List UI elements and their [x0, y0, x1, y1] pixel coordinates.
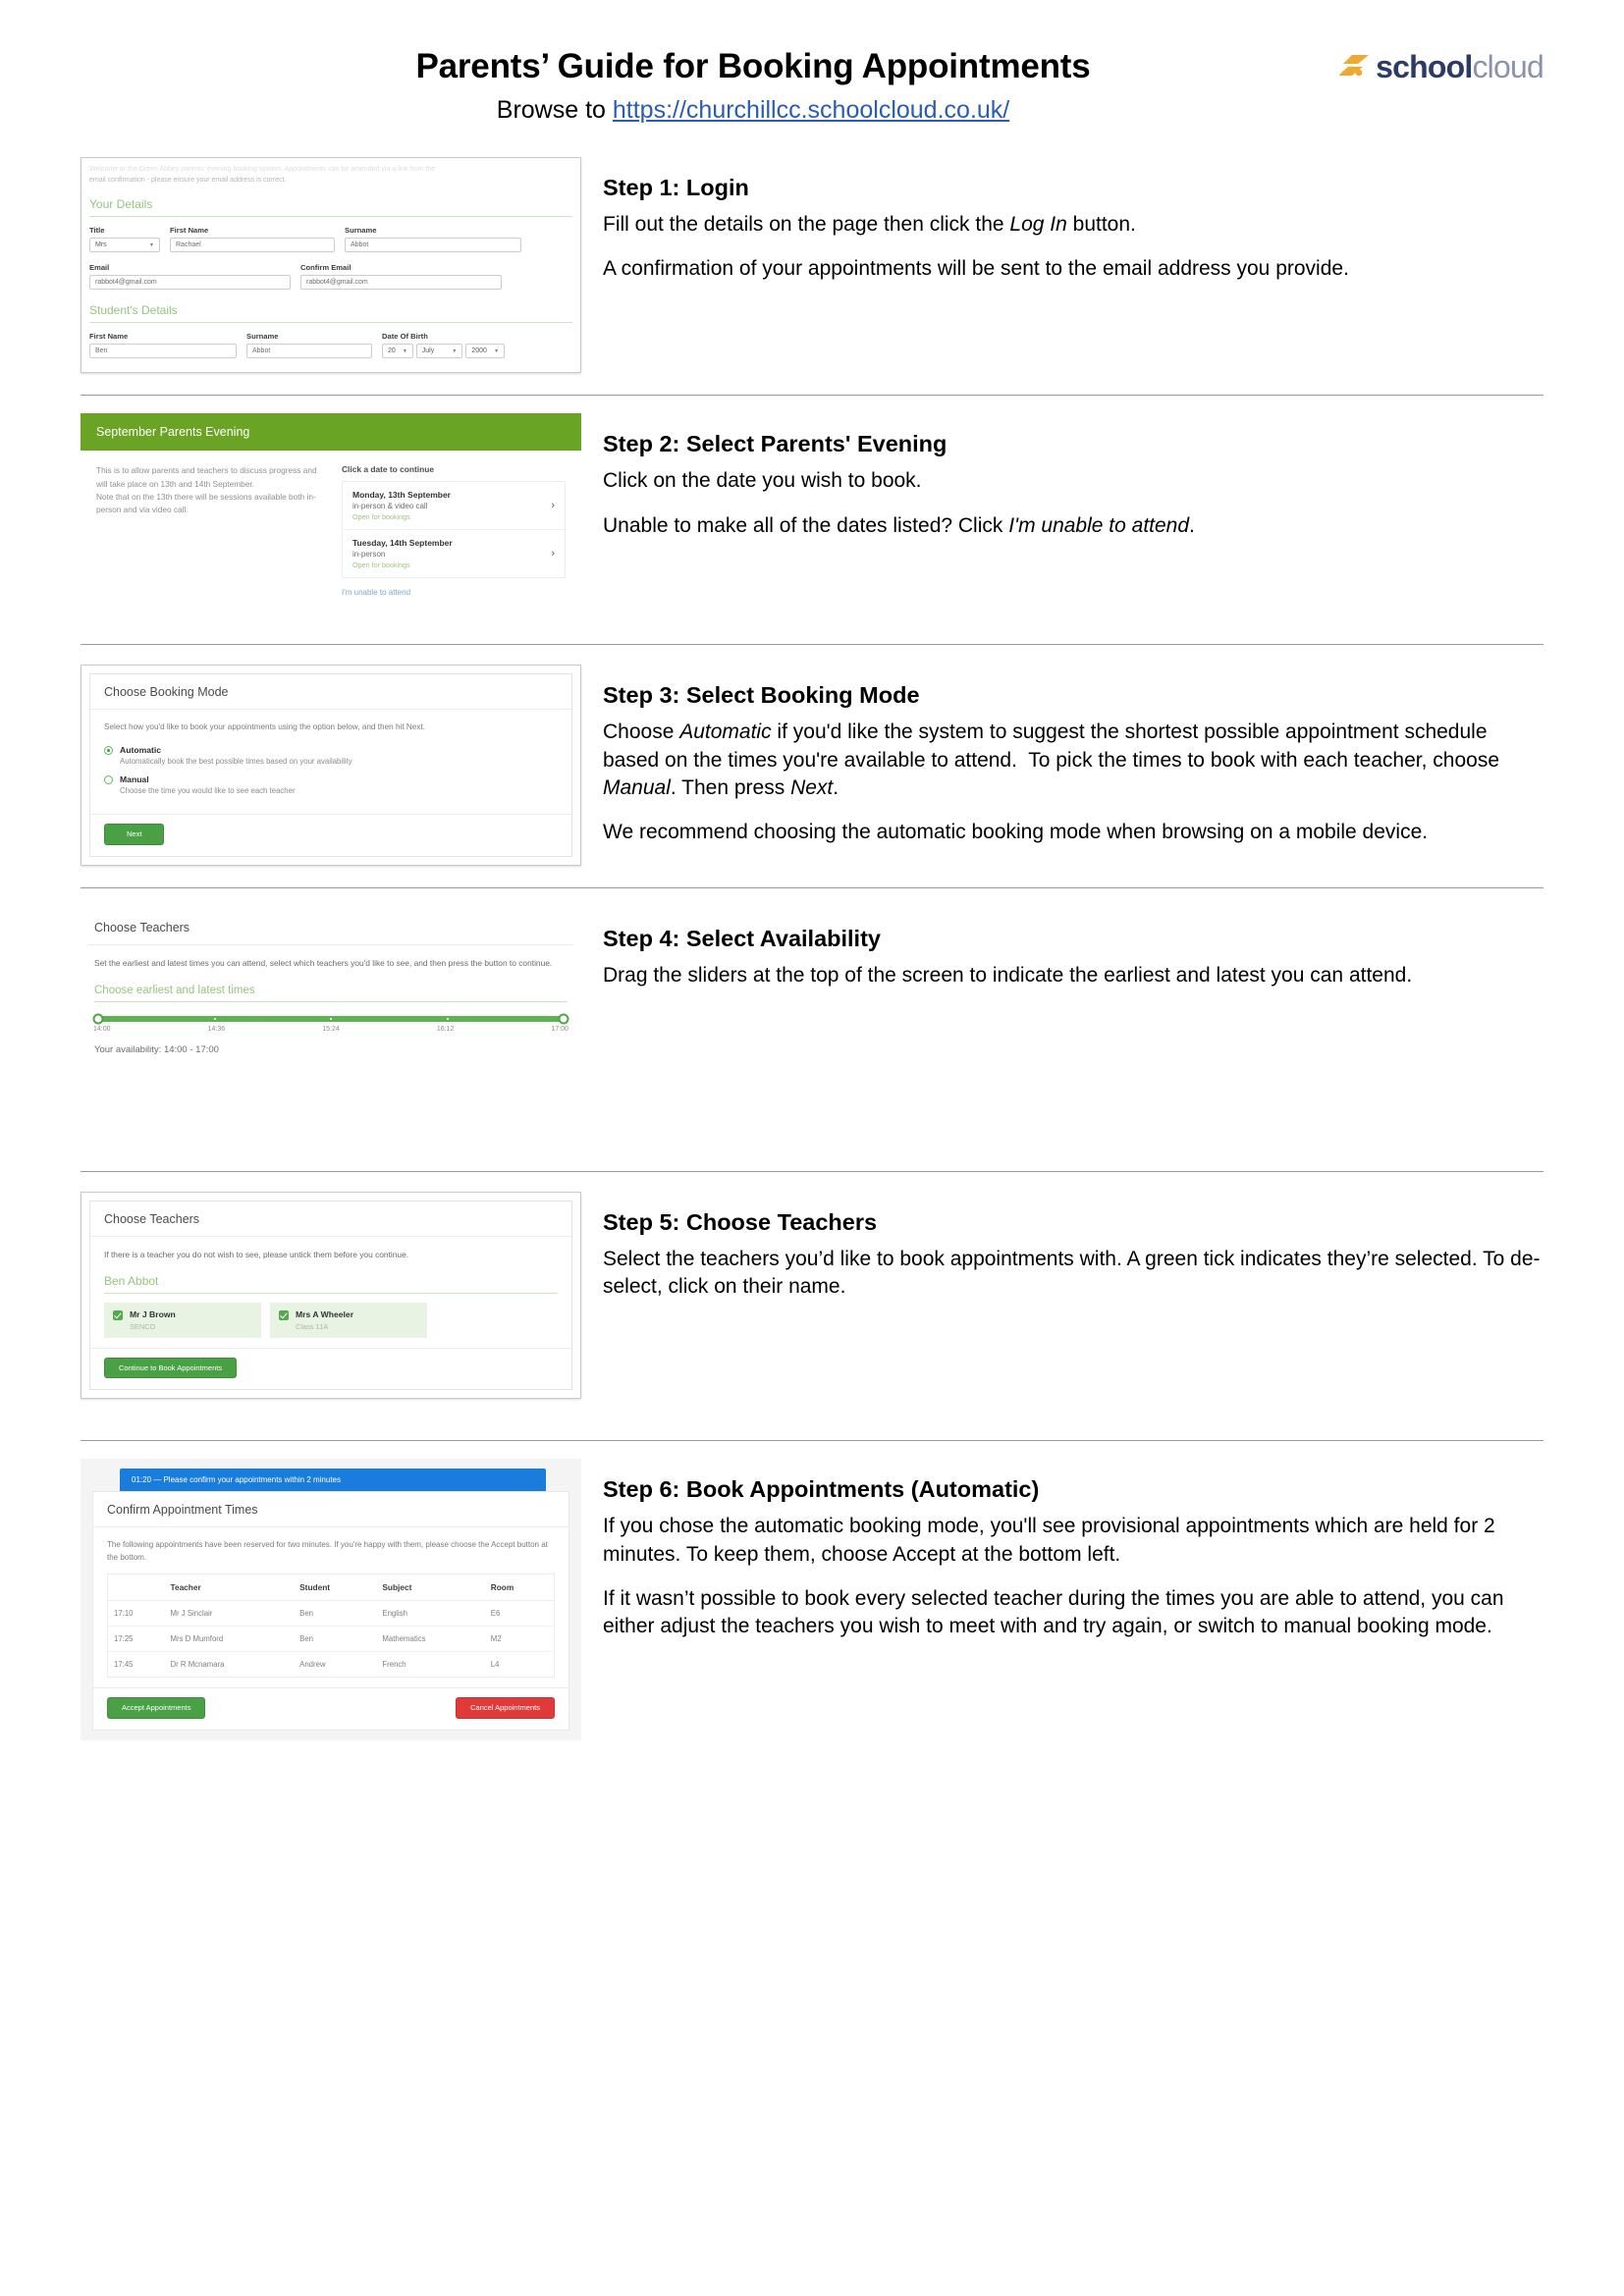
first-name-field-group — [170, 226, 335, 252]
cell-teacher: Dr R Mcnamara — [170, 1660, 225, 1670]
student-first-name-label: First Name — [89, 332, 129, 342]
first-name-input[interactable]: Rachael — [170, 238, 335, 252]
teacher-card[interactable] — [270, 1303, 427, 1338]
chevron-right-icon: › — [551, 548, 555, 561]
logo-wordmark — [1376, 51, 1543, 82]
logo-word-cloud: cloud — [1472, 49, 1543, 84]
date-label: Monday, 13th September — [352, 490, 451, 501]
step-3-screenshot — [81, 665, 591, 865]
teacher-name: Mr J Brown — [130, 1308, 176, 1319]
step-row-2 — [81, 396, 1543, 613]
steps-container — [0, 157, 1624, 1740]
unable-to-attend-link[interactable]: I'm unable to attend — [342, 588, 411, 598]
cell-room: E6 — [485, 1601, 555, 1627]
date-mode: in-person — [352, 550, 386, 560]
logo-word-school: school — [1376, 49, 1473, 84]
step-row-5 — [81, 1172, 1543, 1400]
col-header-subject: Subject — [376, 1575, 484, 1601]
chevron-right-icon: › — [551, 500, 555, 512]
your-details-row-1 — [89, 226, 572, 252]
choose-teachers-card — [89, 1201, 572, 1391]
step-3-para-1: Choose Automatic if you'd like the system to suggest the shortest possible appointment schedule based on the times you're available to attend. To pick the times to book with each teacher, choose Manual. Then press Next. — [603, 721, 1500, 799]
parents-evening-screen-mock — [81, 413, 581, 613]
confirm-appointments-card — [92, 1491, 569, 1730]
option-automatic-text — [120, 745, 352, 766]
evening-description: This is to allow parents and teachers to discuss progress and will take place on 13th and 14th September. Note that on the 13th there will be sessions available both in-person and via video call. — [96, 465, 317, 515]
date-option-monday[interactable] — [343, 482, 565, 530]
appointments-table-body — [108, 1601, 555, 1678]
step-2-para-1: Click on the date you wish to book. — [603, 469, 922, 493]
confirm-appointments-intro: The following appointments have been reserved for two minutes. If you're happy with them, please choose the Accept button at the bottom. — [107, 1540, 548, 1562]
evening-body — [81, 451, 581, 613]
step-4-para-1: Drag the sliders at the top of the screen to indicate the earliest and latest you can attend. — [603, 963, 1413, 987]
evening-date-list — [342, 464, 566, 597]
student-surname-label: Surname — [246, 332, 279, 342]
cancel-appointments-button[interactable]: Cancel Appointments — [456, 1697, 555, 1719]
cell-subject: French — [382, 1660, 406, 1670]
cell-student: Ben — [294, 1627, 376, 1652]
welcome-line-1: Welcome to the Green Abbey parents' evening booking system. Appointments can be amended via a link from the — [89, 166, 436, 173]
col-header-teacher: Teacher — [165, 1575, 295, 1601]
slider-tick-labels — [92, 1026, 569, 1033]
cell-student: Andrew — [299, 1660, 326, 1670]
booking-mode-option-manual[interactable] — [104, 774, 558, 795]
students-details-row — [89, 332, 572, 358]
booking-mode-intro: Select how you'd like to book your appointments using the option below, and then hit Next. — [104, 722, 425, 732]
teacher-card[interactable] — [104, 1303, 261, 1338]
confirm-appointments-footer — [93, 1687, 568, 1730]
step-4-text — [591, 908, 1543, 989]
confirm-appointments-header: Confirm Appointment Times — [93, 1492, 568, 1527]
accept-appointments-button[interactable]: Accept Appointments — [107, 1697, 205, 1719]
checkbox-checked-icon[interactable] — [113, 1310, 123, 1320]
appointments-table-head — [108, 1575, 555, 1601]
radio-manual-icon[interactable] — [104, 775, 113, 784]
table-row — [108, 1627, 555, 1652]
slider-tick-label: 17:00 — [551, 1025, 568, 1033]
date-card — [342, 481, 566, 578]
date-option-tuesday-text — [352, 538, 453, 569]
date-option-tuesday[interactable] — [343, 530, 565, 577]
dob-label: Date Of Birth — [382, 332, 428, 342]
step-1-para-2: A confirmation of your appointments will be sent to the email address you provide. — [603, 257, 1349, 281]
browse-label: Browse to — [496, 96, 613, 124]
availability-header: Choose Teachers — [88, 910, 573, 945]
welcome-text — [89, 164, 572, 186]
lightning-bolt-icon — [1339, 50, 1373, 83]
booking-mode-footer — [90, 814, 571, 856]
availability-slider[interactable] — [88, 1002, 573, 1033]
date-label: Tuesday, 14th September — [352, 538, 453, 549]
booking-mode-body — [90, 710, 571, 814]
col-header-room: Room — [485, 1575, 555, 1601]
confirm-email-input[interactable]: rabbot4@gmail.com — [300, 275, 502, 290]
dob-day-value: 20 — [388, 347, 396, 355]
first-name-label: First Name — [170, 226, 209, 236]
step-5-para-1: Select the teachers you’d like to book appointments with. A green tick indicates they’re selected. To de-select, click on their name. — [603, 1247, 1541, 1298]
continue-to-book-button[interactable]: Continue to Book Appointments — [104, 1358, 237, 1379]
teacher-card-grid — [104, 1303, 558, 1338]
step-1-screenshot — [81, 157, 591, 373]
choose-teachers-body — [90, 1237, 571, 1348]
your-details-heading: Your Details — [89, 197, 572, 217]
welcome-line-2: email confirmation - please ensure your email address is correct. — [89, 177, 287, 185]
date-list-title: Click a date to continue — [342, 464, 435, 475]
option-manual-desc: Choose the time you would like to see each teacher — [120, 786, 296, 796]
dob-day-select[interactable] — [382, 344, 413, 358]
cell-teacher: Mrs D Mumford — [165, 1627, 295, 1652]
dob-year-value: 2000 — [471, 347, 487, 355]
cell-room: M2 — [485, 1627, 555, 1652]
col-header-time — [108, 1575, 165, 1601]
student-first-name-input[interactable]: Ben — [89, 344, 237, 358]
page-title: Parents’ Guide for Booking Appointments — [415, 47, 1091, 85]
teacher-role: Class 11A — [296, 1321, 329, 1331]
chevron-down-icon: ▼ — [452, 347, 458, 354]
title-field-group — [89, 226, 160, 252]
cell-room: L4 — [490, 1660, 500, 1670]
step-5-text — [591, 1192, 1543, 1301]
teacher-role: SENCO — [130, 1321, 156, 1331]
option-automatic-desc: Automatically book the best possible times based on your availability — [120, 757, 352, 767]
teacher-name: Mrs A Wheeler — [296, 1308, 354, 1319]
table-row — [108, 1601, 555, 1627]
slider-tick-dot — [330, 1018, 332, 1020]
countdown-timer-bar: 01:20 — Please confirm your appointments within 2 minutes — [120, 1468, 546, 1491]
date-option-monday-text — [352, 490, 451, 521]
step-5-screenshot — [81, 1192, 591, 1400]
students-details-heading: Student's Details — [89, 303, 572, 323]
dob-group — [382, 332, 505, 358]
table-header-row — [108, 1575, 555, 1601]
radio-automatic-icon[interactable] — [104, 746, 113, 755]
confirm-appointments-screen-mock — [81, 1459, 581, 1739]
step-6-screenshot — [81, 1459, 591, 1739]
booking-mode-card — [89, 673, 572, 856]
surname-label: Surname — [345, 226, 377, 236]
date-status: Open for bookings — [352, 561, 410, 570]
step-4-title: Step 4: Select Availability — [603, 925, 881, 951]
slider-tick-label: 16:12 — [436, 1025, 455, 1033]
cell-student: Ben — [294, 1601, 376, 1627]
booking-mode-option-automatic[interactable] — [104, 745, 558, 766]
step-4-screenshot — [81, 908, 591, 1067]
chevron-down-icon: ▼ — [149, 241, 154, 248]
availability-summary: Your availability: 14:00 - 17:00 — [94, 1043, 219, 1055]
step-row-4 — [81, 888, 1543, 1124]
step-1-text — [591, 157, 1543, 283]
confirm-appointments-body — [93, 1527, 568, 1687]
cell-subject: Mathematics — [376, 1627, 484, 1652]
login-screen-mock — [81, 157, 581, 373]
title-select[interactable] — [89, 238, 160, 252]
chevron-down-icon: ▼ — [402, 347, 407, 354]
cell-time: 17:25 — [108, 1627, 165, 1652]
step-3-para-2: We recommend choosing the automatic booking mode when browsing on a mobile device. — [603, 820, 1429, 843]
browse-line — [0, 96, 1624, 125]
col-header-student: Student — [294, 1575, 376, 1601]
slider-track[interactable] — [98, 1016, 564, 1022]
step-2-para-2: Unable to make all of the dates listed? Click I'm unable to attend. — [603, 513, 1195, 537]
booking-mode-screen-mock — [81, 665, 581, 865]
slider-tick-dot — [214, 1018, 216, 1020]
option-automatic-label: Automatic — [120, 745, 162, 756]
dob-selects — [382, 344, 505, 358]
confirm-email-field-group — [300, 263, 502, 290]
step-3-text — [591, 665, 1543, 846]
teacher-card-text — [130, 1309, 176, 1331]
student-surname-input[interactable]: Abbot — [246, 344, 372, 358]
option-manual-text — [120, 774, 296, 795]
step-row-6 — [81, 1441, 1543, 1739]
availability-section-label: Choose earliest and latest times — [94, 985, 568, 1002]
teacher-card-text — [296, 1309, 353, 1331]
step-2-text — [591, 413, 1543, 539]
slider-tick-label: 15:24 — [322, 1025, 340, 1033]
email-label: Email — [89, 263, 110, 273]
choose-teachers-header: Choose Teachers — [90, 1201, 571, 1237]
step-6-title: Step 6: Book Appointments (Automatic) — [603, 1476, 1040, 1503]
confirm-email-label: Confirm Email — [300, 263, 352, 273]
cell-time: 17:45 — [114, 1660, 134, 1670]
surname-input[interactable]: Abbot — [345, 238, 521, 252]
step-6-para-1: If you chose the automatic booking mode, you'll see provisional appointments which are held for 2 minutes. To keep them, choose Accept at the bottom left. — [603, 1515, 1495, 1566]
date-mode: in-person & video call — [352, 502, 428, 511]
dob-month-value: July — [421, 347, 435, 355]
your-details-row-2 — [89, 263, 572, 290]
chevron-down-icon: ▼ — [494, 347, 500, 354]
table-row — [108, 1652, 555, 1678]
student-surname-group — [246, 332, 372, 358]
availability-intro: Set the earliest and latest times you can attend, select which teachers you'd like to see, and then press the button to continue. — [94, 957, 553, 968]
page-header — [0, 0, 1624, 157]
availability-screen-mock — [81, 908, 581, 1067]
slider-tick-label: 14:36 — [207, 1025, 226, 1033]
step-6-text — [591, 1459, 1543, 1640]
step-row-1 — [81, 157, 1543, 373]
step-1-para-1: Fill out the details on the page then click the Log In button. — [603, 213, 1136, 236]
student-first-name-group — [89, 332, 237, 358]
choose-teachers-intro: If there is a teacher you do not wish to see, please untick them before you continue. — [104, 1249, 409, 1259]
title-value: Mrs — [95, 241, 107, 249]
appointments-table — [107, 1574, 555, 1678]
booking-url-link[interactable]: https://churchillcc.schoolcloud.co.uk/ — [612, 96, 1010, 124]
choose-teachers-footer — [90, 1348, 571, 1390]
step-6-para-2: If it wasn’t possible to book every selected teacher during the times you are able to attend, you can either adjust the teachers you wish to meet with and try again, or switch to manual booking mode. — [603, 1586, 1504, 1637]
next-button[interactable]: Next — [104, 824, 164, 845]
cell-teacher: Mr J Sinclair — [165, 1601, 295, 1627]
dob-year-select[interactable] — [465, 344, 505, 358]
step-5-title: Step 5: Choose Teachers — [603, 1208, 878, 1235]
slider-tick-label: 14:00 — [93, 1025, 111, 1033]
step-2-title: Step 2: Select Parents' Evening — [603, 431, 947, 457]
slider-handle-latest[interactable] — [559, 1013, 569, 1024]
checkbox-checked-icon[interactable] — [279, 1310, 289, 1320]
email-field-group — [89, 263, 291, 290]
cell-subject: English — [376, 1601, 484, 1627]
student-name-heading: Ben Abbot — [104, 1274, 558, 1294]
choose-teachers-screen-mock — [81, 1192, 581, 1400]
booking-mode-header: Choose Booking Mode — [90, 674, 571, 710]
step-row-3 — [81, 645, 1543, 865]
evening-banner: September Parents Evening — [81, 413, 581, 451]
email-input[interactable]: rabbot4@gmail.com — [89, 275, 291, 290]
step-1-title: Step 1: Login — [603, 175, 749, 200]
slider-tick-dot — [447, 1018, 449, 1020]
slider-handle-earliest[interactable] — [93, 1013, 104, 1024]
surname-field-group — [345, 226, 521, 252]
dob-month-select[interactable] — [416, 344, 463, 358]
schoolcloud-logo — [1339, 47, 1543, 86]
date-status: Open for bookings — [352, 512, 410, 522]
option-manual-label: Manual — [120, 774, 149, 785]
step-2-screenshot — [81, 413, 591, 613]
step-3-title: Step 3: Select Booking Mode — [603, 682, 920, 709]
title-label: Title — [89, 226, 105, 236]
cell-time: 17:10 — [108, 1601, 165, 1627]
